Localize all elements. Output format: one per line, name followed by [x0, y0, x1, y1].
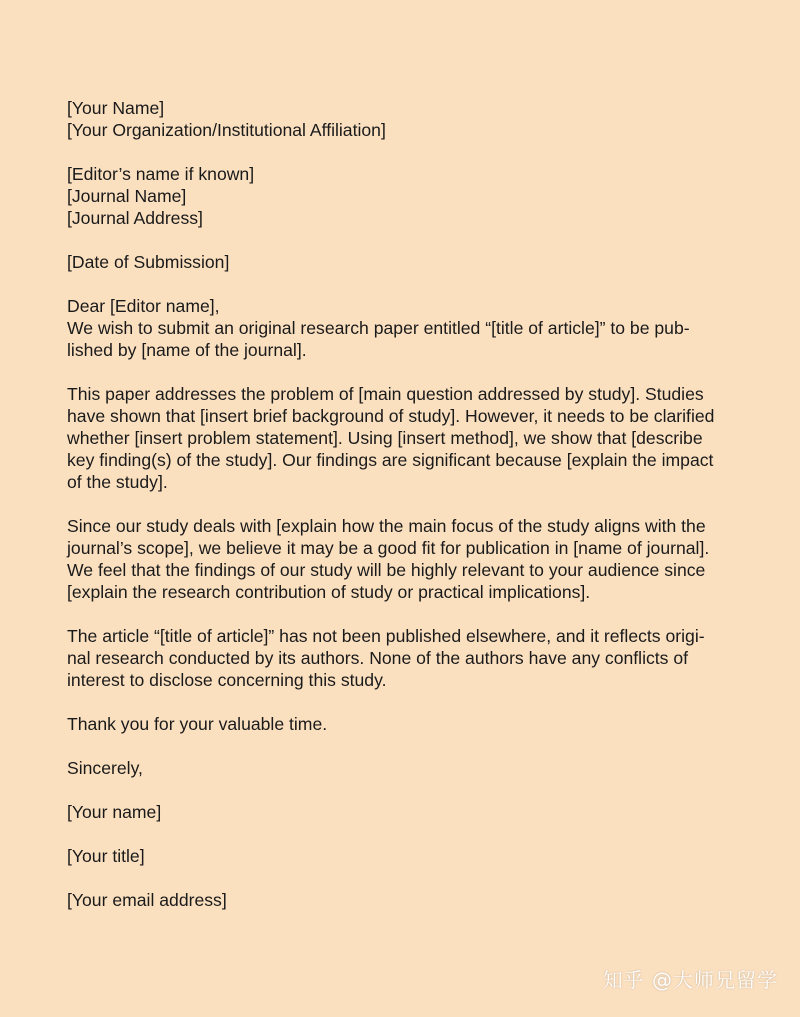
cover-letter [67, 97, 747, 911]
signature-email: [Your email address] [67, 890, 227, 910]
paragraph-line: Since our study deals with [explain how the main focus of the study aligns with the [67, 516, 706, 536]
intro-line: We wish to submit an original research paper entitled “[title of article]” to be pub- [67, 318, 690, 338]
paragraph-line: key finding(s) of the study]. Our findings are significant because [explain the impact [67, 450, 714, 470]
intro-paragraph [67, 295, 747, 361]
watermark: 知乎 @大师兄留学 [602, 968, 778, 992]
thanks-line: Thank you for your valuable time. [67, 714, 328, 734]
paragraph-line: journal’s scope], we believe it may be a good fit for publication in [name of journal]. [67, 538, 710, 558]
paragraph-line: have shown that [insert brief background of study]. However, it needs to be clarified [67, 406, 715, 426]
originality-paragraph [67, 625, 747, 691]
paragraph-line: This paper addresses the problem of [main question addressed by study]. Studies [67, 384, 704, 404]
paragraph-line: nal research conducted by its authors. None of the authors have any conflicts of [67, 648, 689, 668]
closing-line: Sincerely, [67, 758, 143, 778]
recipient-editor: [Editor’s name if known] [67, 164, 255, 184]
submission-date: [Date of Submission] [67, 252, 230, 272]
problem-paragraph [67, 383, 747, 493]
sender-block [67, 97, 747, 141]
fit-paragraph [67, 515, 747, 603]
paragraph-line: of the study]. [67, 472, 168, 492]
signature-name: [Your name] [67, 802, 162, 822]
sender-affiliation: [Your Organization/Institutional Affiliation] [67, 120, 386, 140]
intro-line: lished by [name of the journal]. [67, 340, 307, 360]
salutation: Dear [Editor name], [67, 296, 220, 316]
paragraph-line: We feel that the findings of our study will be highly relevant to your audience since [67, 560, 706, 580]
recipient-journal-address: [Journal Address] [67, 208, 203, 228]
recipient-block [67, 163, 747, 229]
signature-title: [Your title] [67, 846, 145, 866]
sender-name: [Your Name] [67, 98, 165, 118]
recipient-journal-name: [Journal Name] [67, 186, 187, 206]
paragraph-line: [explain the research contribution of study or practical implications]. [67, 582, 591, 602]
paragraph-line: interest to disclose concerning this study. [67, 670, 387, 690]
paragraph-line: The article “[title of article]” has not been published elsewhere, and it reflects origi- [67, 626, 705, 646]
paragraph-line: whether [insert problem statement]. Using [insert method], we show that [describe [67, 428, 703, 448]
